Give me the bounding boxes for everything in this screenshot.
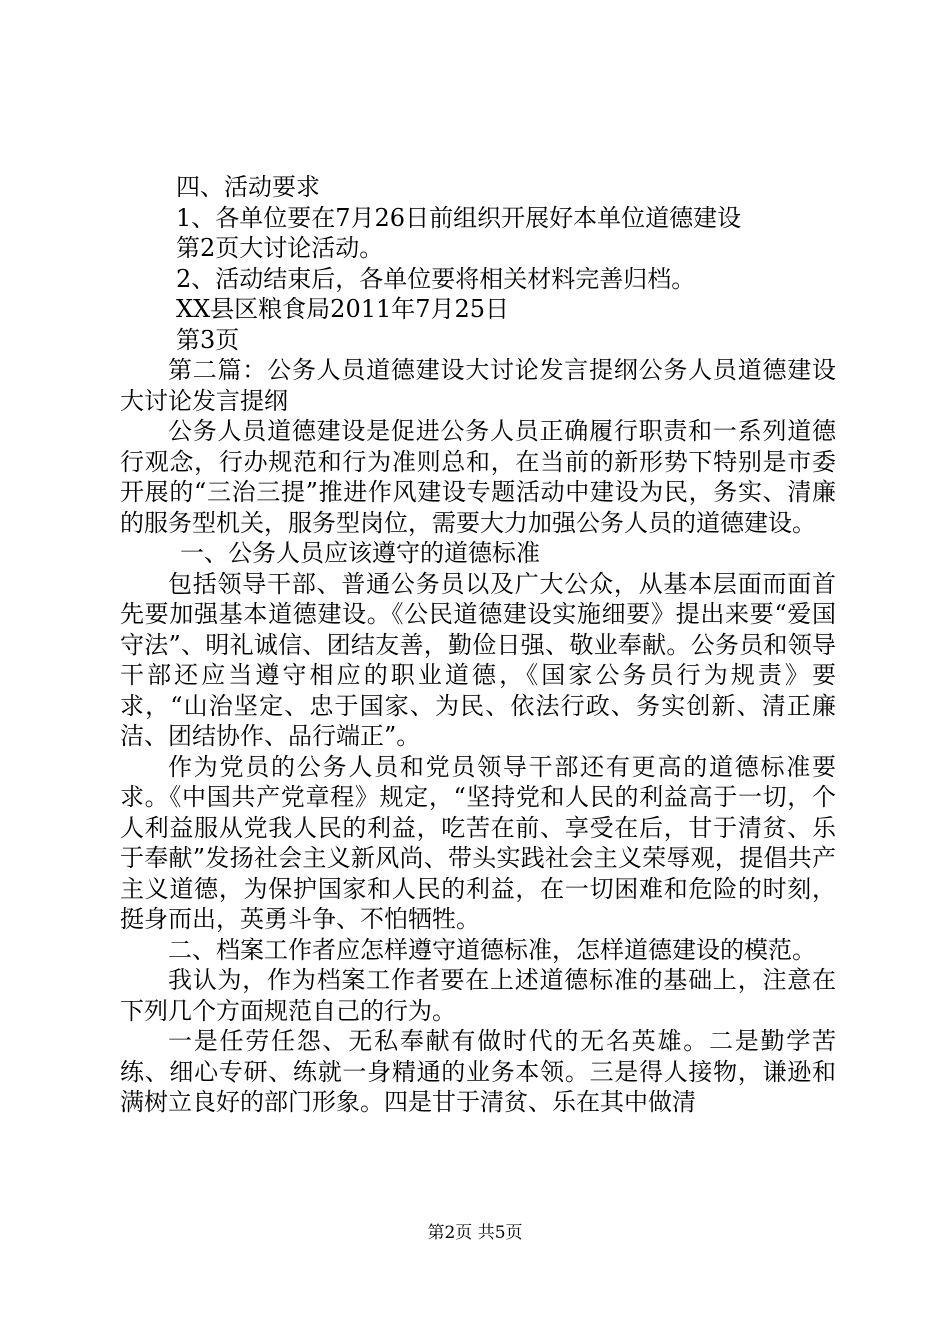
paragraph-party-standards: 作为党员的公务人员和党员领导干部还有更高的道德标准要求。《中国共产党章程》规定，“坚持党和人民的利益高于一切，个人利益服从党我人民的利益，吃苦在前、享受在后，甘于清贫、乐于奉献”发扬社会主义新风尚、带头实践社会主义荣辱观，提倡共产主义道德，为保护国家和人民的利益，在一切困难和危险的时刻，挺身而出，英勇斗争、不怕牺牲。 [120, 752, 836, 933]
document-body [120, 172, 836, 1118]
section-heading-2: 二、档案工作者应怎样遵守道德标准，怎样道德建设的模范。 [168, 935, 816, 964]
page-footer: 第2页 共5页 [427, 1223, 523, 1243]
paragraph-standards: 包括领导干部、普通公务员以及广大公众，从基本层面而面首先要加强基本道德建设。《公民道德建设实施细要》提出来要“爱国守法”、明礼诚信、团结友善，勤俭日强、敬业奉献。公务员和领导干部还应当遵守相应的职业道德，《国家公务员行为规责》要求，“山治坚定、忠于国家、为民、依法行政、务实创新、清正廉洁、团结协作、品行端正”。 [120, 569, 836, 750]
paragraph-opinion: 我认为，作为档案工作者要在上述道德标准的基础上，注意在下列几个方面规范自己的行为。 [120, 966, 836, 1025]
requirement-item-2: 2、活动结束后，各单位要将相关材料完善归档。 [176, 264, 696, 293]
paragraph-points: 一是任劳任怨、无私奉献有做时代的无名英雄。二是勤学苦练、细心专研、练就一身精通的业务本领。三是得人接物，谦逊和满树立良好的部门形象。四是甘于清贫、乐在其中做清 [120, 1027, 836, 1116]
issuer-date-line: XX县区粮食局2011年7月25日 [176, 295, 510, 323]
chapter-title: 第二篇：公务人员道德建设大讨论发言提纲公务人员道德建设大讨论发言提纲 [120, 356, 836, 415]
page-marker: 第3页 [176, 325, 240, 354]
section-heading-1: 一、公务人员应该遵守的道德标准 [180, 539, 540, 567]
requirement-item-1: 1、各单位要在7月26日前组织开展好本单位道德建设 [176, 203, 742, 232]
paragraph-intro: 公务人员道德建设是促进公务人员正确履行职责和一系列道德行观念，行办规范和行为准则总和，在当前的新形势下特别是市委开展的“三治三提”推进作风建设专题活动中建设为民，务实、清廉的服务型机关，服务型岗位，需要大力加强公务人员的道德建设。 [120, 417, 836, 537]
section-heading-activity-requirements: 四、活动要求 [176, 173, 320, 201]
requirement-item-1-continued: 第2页大讨论活动。 [176, 234, 384, 262]
